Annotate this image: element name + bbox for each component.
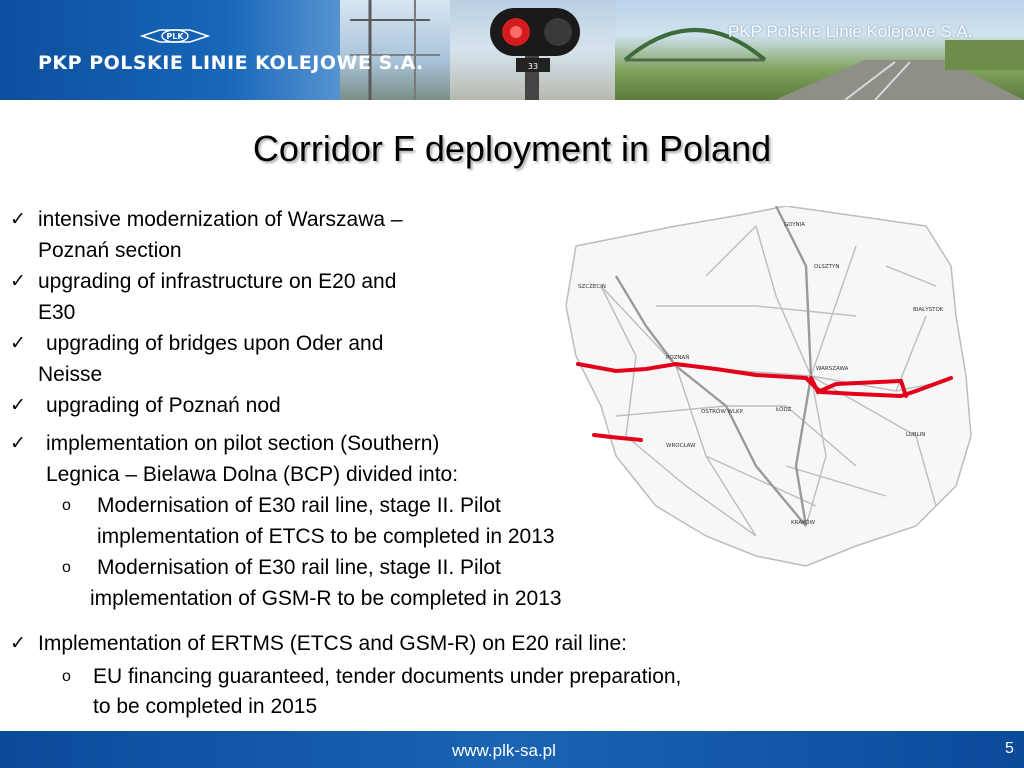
city-lodz: ŁÓDŹ bbox=[776, 407, 792, 413]
circle-bullet-icon: o bbox=[62, 559, 71, 576]
circle-bullet-icon: o bbox=[62, 497, 71, 514]
city-szczecin: SZCZECIN bbox=[578, 284, 606, 290]
footer-bar bbox=[0, 731, 1024, 768]
city-lublin: LUBLIN bbox=[906, 432, 926, 438]
city-warszawa: WARSZAWA bbox=[816, 366, 849, 372]
checkmark-icon: ✓ bbox=[10, 395, 26, 416]
checkmark-icon: ✓ bbox=[10, 333, 26, 354]
city-wroclaw: WROCŁAW bbox=[666, 443, 696, 449]
city-krakow: KRAKÓW bbox=[791, 520, 816, 526]
signal-number-plate: 33 bbox=[527, 62, 539, 71]
footer-url-link[interactable]: www.plk-sa.pl bbox=[452, 741, 556, 760]
city-ostrow: OSTRÓW WLKP. bbox=[701, 409, 744, 415]
bullet-2-line-1: upgrading of infrastructure on E20 and bbox=[38, 270, 397, 293]
header-banner bbox=[0, 0, 1024, 100]
plk-logo bbox=[140, 24, 210, 48]
sub-bullet-1-line-2: implementation of ETCS to be completed in 2013 bbox=[97, 525, 555, 548]
bullet-5-line-2: Legnica – Bielawa Dolna (BCP) divided into: bbox=[46, 463, 459, 486]
header-photo-bridge bbox=[615, 0, 1024, 100]
bullet-1-line-2: Poznań section bbox=[38, 239, 182, 262]
slide-title: Corridor F deployment in Poland bbox=[252, 128, 772, 169]
city-poznan: POZNAŃ bbox=[666, 355, 690, 361]
checkmark-icon: ✓ bbox=[10, 209, 26, 230]
checkmark-icon: ✓ bbox=[10, 633, 26, 654]
logo-text: PLK bbox=[166, 32, 184, 41]
city-gdynia: GDYNIA bbox=[784, 222, 806, 228]
sub-bullet-3-line-1: EU financing guaranteed, tender documents under preparation, bbox=[93, 665, 682, 688]
brand-name: PKP POLSKIE LINIE KOLEJOWE S.A. bbox=[38, 52, 424, 74]
bullet-1-line-1: intensive modernization of Warszawa – bbox=[38, 208, 403, 231]
sub-bullet-3-line-2: to be completed in 2015 bbox=[93, 695, 318, 718]
city-bialystok: BIAŁYSTOK bbox=[913, 307, 944, 313]
poland-outline bbox=[566, 206, 971, 566]
bullet-5-line-1: implementation on pilot section (Southern) bbox=[46, 432, 440, 455]
bullet-2-line-2: E30 bbox=[38, 301, 76, 324]
sub-bullet-1-line-1: Modernisation of E30 rail line, stage II. Pilot bbox=[97, 494, 501, 517]
checkmark-icon: ✓ bbox=[10, 271, 26, 292]
bullet-3-line-2: Neisse bbox=[38, 363, 103, 386]
circle-bullet-icon: o bbox=[62, 668, 71, 685]
bullet-6-line-1: Implementation of ERTMS (ETCS and GSM-R) on E20 rail line: bbox=[38, 632, 627, 655]
header-watermark: PKP Polskie Linie Kolejowe S.A. bbox=[728, 22, 973, 41]
sub-bullet-2-line-2: implementation of GSM-R to be completed in 2013 bbox=[90, 587, 562, 610]
poland-rail-map bbox=[556, 206, 980, 591]
checkmark-icon: ✓ bbox=[10, 433, 26, 454]
page-number: 5 bbox=[1005, 740, 1014, 757]
bullet-3-line-1: upgrading of bridges upon Oder and bbox=[46, 332, 384, 355]
header-photo-catenary bbox=[340, 0, 450, 100]
sub-bullet-2-line-1: Modernisation of E30 rail line, stage II. Pilot bbox=[97, 556, 501, 579]
city-olsztyn: OLSZTYN bbox=[814, 264, 840, 270]
bullet-4-line-1: upgrading of Poznań nod bbox=[46, 394, 281, 417]
header-photo-signal bbox=[450, 0, 615, 100]
